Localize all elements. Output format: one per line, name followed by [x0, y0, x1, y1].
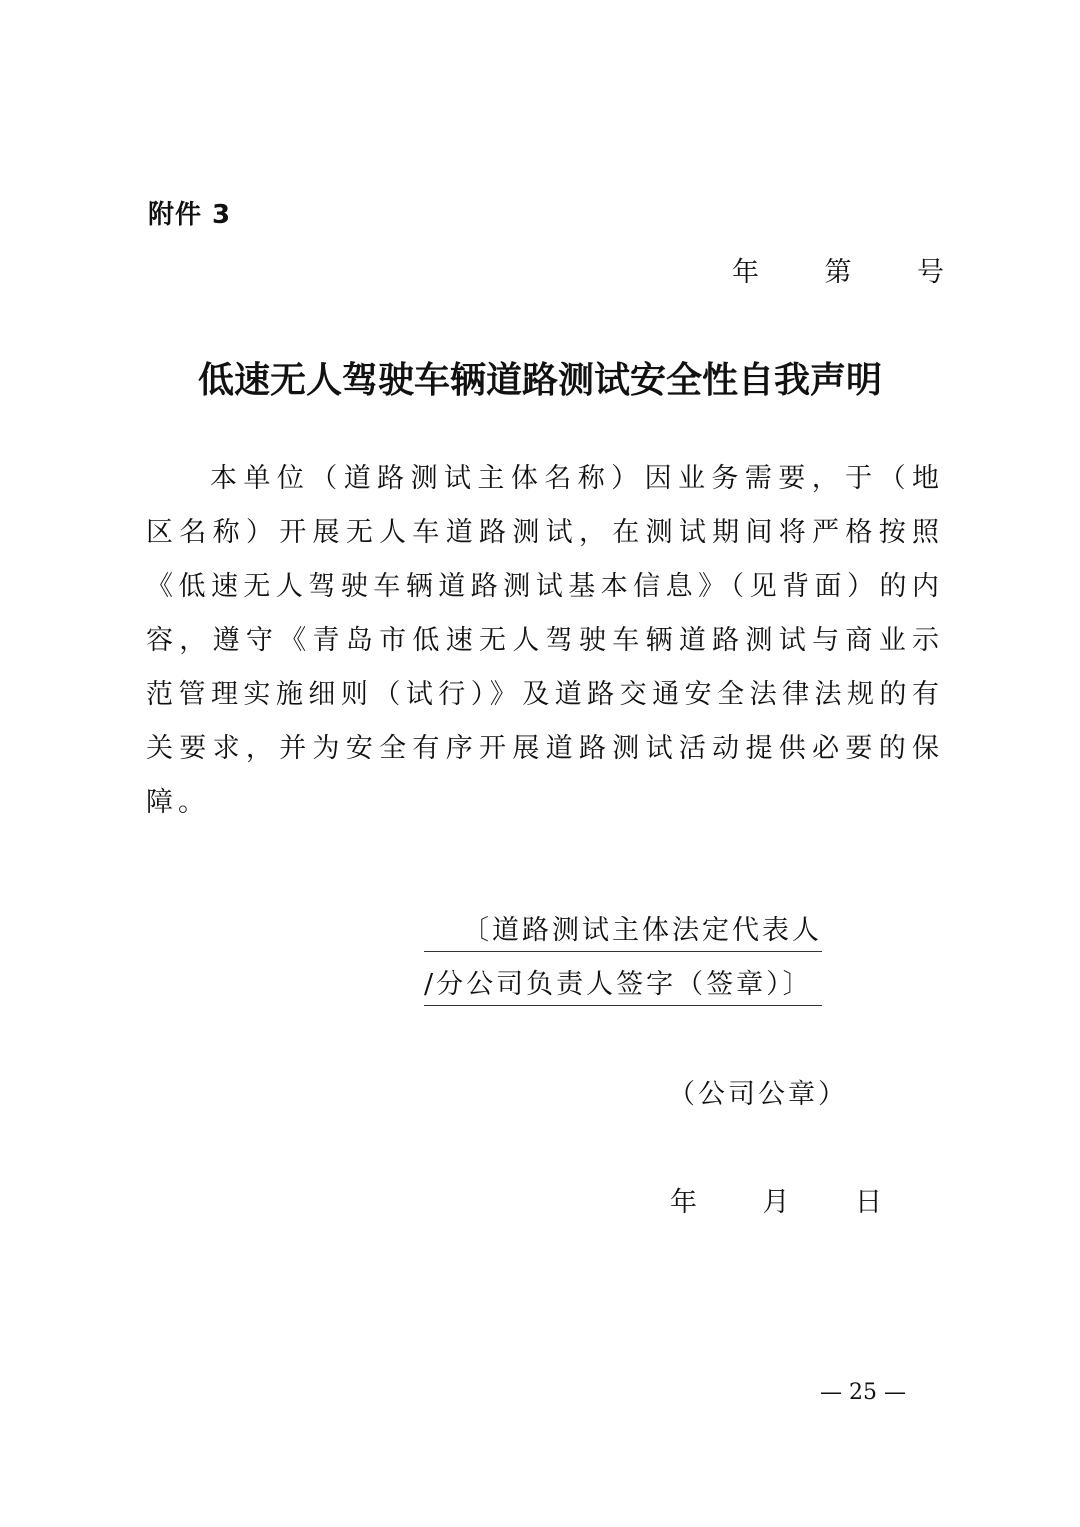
page-number: — 25 — [820, 1380, 906, 1405]
doc-number-ordinal: 第 [824, 257, 852, 288]
signature-line-representative: 〔道路测试主体法定代表人 [424, 908, 822, 952]
doc-number-suffix: 号 [917, 257, 944, 288]
document-number [732, 250, 944, 288]
company-seal-label: （公司公章） [668, 1079, 848, 1110]
document-title: 低速无人驾驶车辆道路测试安全性自我声明 [197, 360, 882, 401]
signature-line-branch-head: /分公司负责人签字（签章）〕 [424, 962, 822, 1006]
signature-date [670, 1180, 882, 1219]
date-year: 年 [670, 1187, 697, 1218]
declaration-body: 本单位（道路测试主体名称）因业务需要，于（地区名称）开展无人车道路测试，在测试期间将严格按照《低速无人驾驶车辆道路测试基本信息》（见背面）的内容，遵守《青岛市低速无人驾驶车辆道路测试与商业示范管理实施细则（试行）》及道路交通安全法律法规的有关要求，并为安全有序开展道路测试活动提供必要的保障。 [146, 463, 944, 818]
attachment-label: 附件 3 [148, 200, 232, 230]
doc-number-year: 年 [732, 257, 759, 288]
date-month: 月 [762, 1187, 790, 1218]
date-day: 日 [855, 1187, 882, 1218]
